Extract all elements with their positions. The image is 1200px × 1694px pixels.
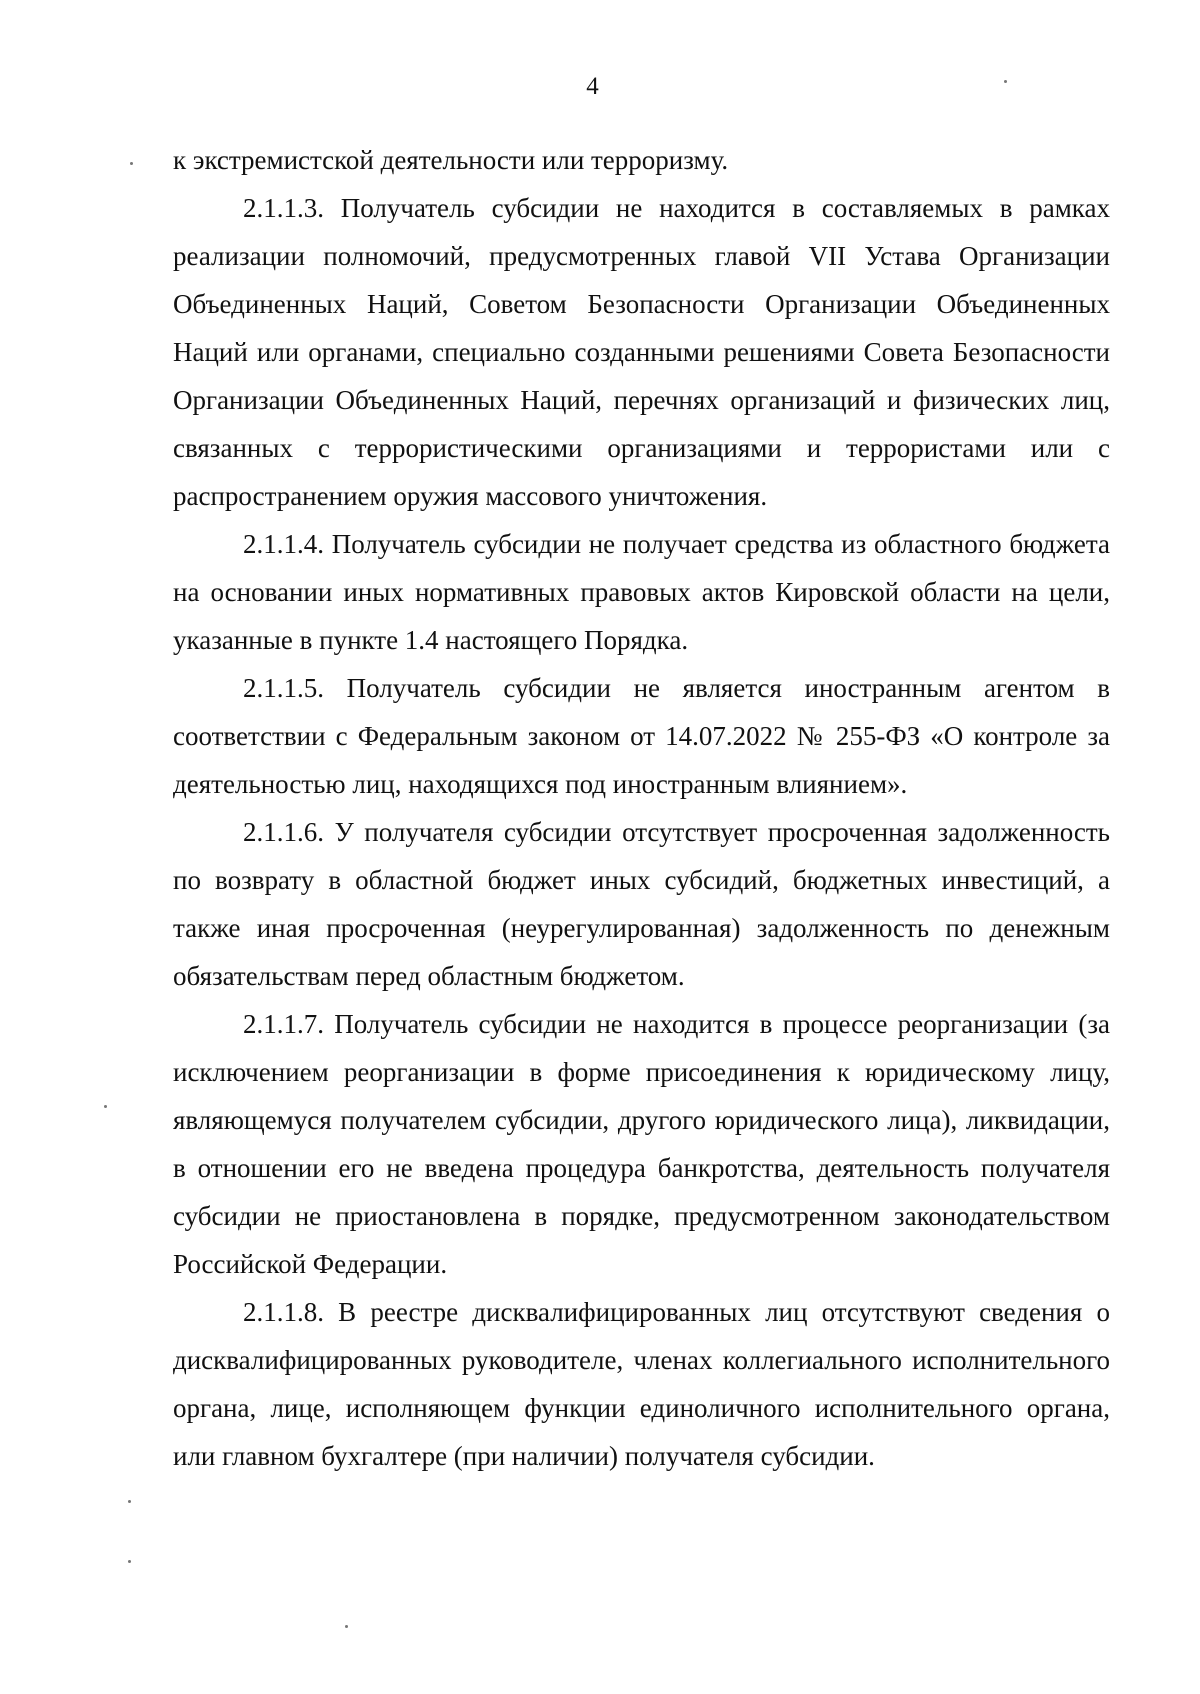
paragraph-2-1-1-8: 2.1.1.8. В реестре дисквалифицированных лиц отсутствуют сведения о дисквалифицированных руководителе, членах коллегиального исполнительного органа, лице, исполняющем функции единоличного исполнительного органа, или главном бухгалтере (при наличии) получателя субсидии.: [173, 1297, 1110, 1471]
paragraph-2-1-1-5: 2.1.1.5. Получатель субсидии не является иностранным агентом в соответствии с Федеральным законом от 14.07.2022 № 255-ФЗ «О контроле за деятельностью лиц, находящихся под иностранным влиянием».: [173, 673, 1110, 799]
scan-speck: [345, 1625, 348, 1628]
paragraph-continuation: к экстремистской деятельности или терроризму.: [173, 145, 729, 175]
paragraph-2-1-1-3: 2.1.1.3. Получатель субсидии не находится в составляемых в рамках реализации полномочий, предусмотренных главой VII Устава Организации Объединенных Наций, Советом Безопасности Организации Объединенных Наций или органами, специально созданными решениями Совета Безопасности Организации Объединенных Наций, перечнях организаций и физических лиц, связанных с террористическими организациями и террористами или с распространением оружия массового уничтожения.: [173, 193, 1110, 511]
scan-speck: [128, 1500, 131, 1503]
document-body: [173, 136, 1110, 1480]
scan-speck: [1004, 80, 1007, 83]
scan-speck: [104, 1105, 107, 1108]
paragraph-2-1-1-6: 2.1.1.6. У получателя субсидии отсутствует просроченная задолженность по возврату в областной бюджет иных субсидий, бюджетных инвестиций, а также иная просроченная (неурегулированная) задолженность по денежным обязательствам перед областным бюджетом.: [173, 817, 1110, 991]
paragraph-2-1-1-7: 2.1.1.7. Получатель субсидии не находится в процессе реорганизации (за исключением реорганизации в форме присоединения к юридическому лицу, являющемуся получателем субсидии, другого юридического лица), ликвидации, в отношении его не введена процедура банкротства, деятельность получателя субсидии не приостановлена в порядке, предусмотренном законодательством Российской Федерации.: [173, 1009, 1110, 1279]
page-number: 4: [586, 73, 599, 100]
scan-speck: [130, 162, 133, 165]
paragraph-2-1-1-4: 2.1.1.4. Получатель субсидии не получает средства из областного бюджета на основании иных нормативных правовых актов Кировской области на цели, указанные в пункте 1.4 настоящего Порядка.: [173, 529, 1110, 655]
scan-speck: [128, 1560, 131, 1563]
